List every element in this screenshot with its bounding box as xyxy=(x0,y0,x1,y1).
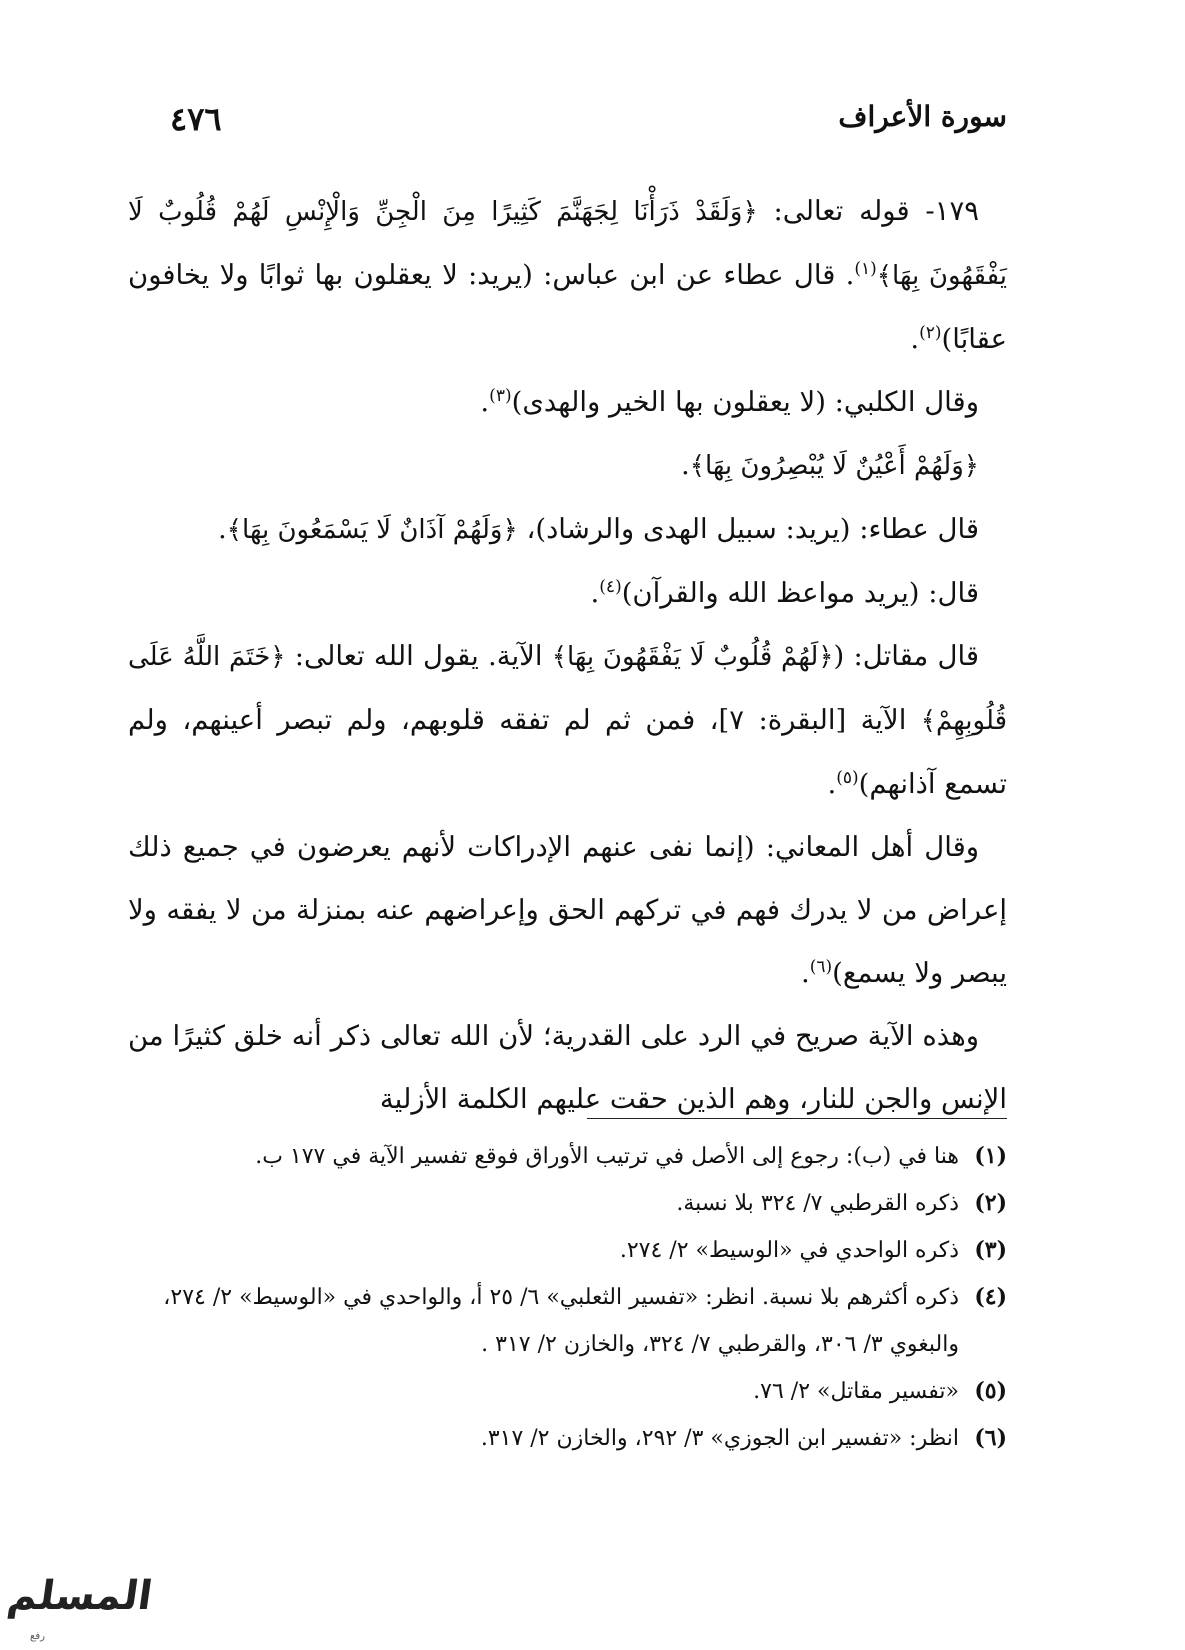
footnote-divider xyxy=(587,1118,1007,1119)
paragraph-qadariya xyxy=(128,1005,1007,1131)
footnote-text: ذكره الواحدي في «الوسيط» ٢/ ٢٧٤. xyxy=(619,1238,959,1263)
footnote-number: (١) xyxy=(974,1143,1007,1169)
paragraph-text: قال مقاتل: ( xyxy=(833,640,980,672)
paragraph-end: . xyxy=(218,513,227,545)
quran-quote: ﴿لَهُمْ قُلُوبٌ لَا يَفْقَهُونَ بِهَا﴾ xyxy=(551,642,834,672)
publisher-logo xyxy=(4,1572,156,1642)
paragraph-muqatil xyxy=(128,625,1007,816)
footnote-text: انظر: «تفسير ابن الجوزي» ٣/ ٢٩٢، والخازن ٢/ ٣١٧. xyxy=(480,1426,959,1451)
footnote-text: «تفسير مقاتل» ٢/ ٧٦. xyxy=(753,1379,959,1404)
paragraph-text: . قال عطاء عن ابن عباس: (يريد: لا يعقلون بها ثوابًا ولا يخافون عقابًا) xyxy=(128,259,1007,355)
footnote-text: هنا في (ب): رجوع إلى الأصل في ترتيب الأوراق فوقع تفسير الآية في ١٧٧ ب. xyxy=(255,1144,959,1169)
body-text xyxy=(128,180,1007,1131)
footnote-1 xyxy=(128,1133,1007,1180)
footnote-text: ذكره أكثرهم بلا نسبة. انظر: «تفسير الثعلبي» ٦/ ٢٥ أ، والواحدي في «الوسيط» ٢/ ٢٧٤، والبغوي ٣/ ٣٠٦، والقرطبي ٧/ ٣٢٤، والخازن ٢/ ٣١٧ . xyxy=(163,1285,959,1357)
paragraph-text: الآية [البقرة: ٧]، فمن ثم لم تفقه قلوبهم، ولم تبصر أعينهم، ولم تسمع آذانهم) xyxy=(128,704,1007,800)
paragraph-text: وهذه الآية صريح في الرد على القدرية؛ لأن الله تعالى ذكر أنه خلق كثيرًا من الإنس والجن للنار، وهم الذين حقت عليهم الكلمة الأزلية xyxy=(128,1020,1007,1115)
logo-subtext: رفع xyxy=(30,1631,45,1642)
surah-title: سورة الأعراف xyxy=(838,100,1007,133)
footnote-3 xyxy=(128,1227,1007,1274)
page-number: ٤٧٦ xyxy=(170,100,222,138)
quran-quote: ﴿وَلَقَدْ ذَرَأْنَا لِجَهَنَّمَ كَثِيرًا مِنَ الْجِنِّ وَالْإِنْسِ لَهُمْ قُلُوبٌ لَا يَفْقَهُونَ بِهَا﴾ xyxy=(128,197,1007,291)
footnote-ref-3[interactable]: (٣) xyxy=(489,385,512,406)
paragraph-end: . xyxy=(590,577,600,609)
paragraph-text: الآية. يقول الله تعالى: xyxy=(285,640,552,672)
logo-wordmark: المسلم xyxy=(4,1573,156,1619)
paragraph-text: وقال أهل المعاني: (إنما نفى عنهم الإدراكات لأنهم يعرضون في جميع ذلك إعراض من لا يدرك فهم في تركهم الحق وإعراضهم عنه بمنزلة من لا يفقه ولا يبصر ولا يسمع) xyxy=(128,831,1007,989)
paragraph-ata xyxy=(128,498,1007,562)
footnote-number: (٢) xyxy=(974,1190,1007,1216)
footnote-ref-5[interactable]: (٥) xyxy=(836,767,859,788)
paragraph-text: قال: (يريد مواعظ الله والقرآن) xyxy=(621,577,979,609)
footnote-ref-2[interactable]: (٢) xyxy=(919,322,942,343)
paragraph-end: . xyxy=(680,449,690,481)
paragraph-text: وقال الكلبي: (لا يعقلون بها الخير والهدى) xyxy=(511,386,979,418)
paragraph-eyes xyxy=(128,434,1007,498)
footnote-ref-6[interactable]: (٦) xyxy=(809,956,833,977)
paragraph-end: . xyxy=(480,386,490,418)
footnote-ref-4[interactable]: (٤) xyxy=(599,576,622,597)
footnote-number: (٣) xyxy=(974,1237,1007,1263)
paragraph-text: قوله تعالى: xyxy=(757,195,910,227)
footnote-number: (٥) xyxy=(974,1378,1007,1404)
paragraph-kalbi xyxy=(128,371,1007,434)
paragraph-end: . xyxy=(827,768,837,800)
footnotes xyxy=(128,1133,1007,1462)
footnote-number: (٦) xyxy=(974,1425,1007,1451)
footnote-text: ذكره القرطبي ٧/ ٣٢٤ بلا نسبة. xyxy=(676,1191,959,1216)
paragraph-text: قال عطاء: (يريد: سبيل الهدى والرشاد)، xyxy=(517,513,979,545)
verse-number: ١٧٩- xyxy=(909,195,979,227)
paragraph-maani xyxy=(128,816,1007,1005)
paragraph-verse-179 xyxy=(128,180,1007,371)
footnote-6 xyxy=(128,1415,1007,1462)
paragraph-end: . xyxy=(800,957,810,989)
footnote-number: (٤) xyxy=(974,1284,1007,1310)
footnote-ref-1[interactable]: (١) xyxy=(854,258,877,279)
footnote-2 xyxy=(128,1180,1007,1227)
quran-quote: ﴿وَلَهُمْ آذَانٌ لَا يَسْمَعُونَ بِهَا﴾ xyxy=(226,515,518,545)
paragraph-mawaiz xyxy=(128,562,1007,625)
paragraph-end: . xyxy=(910,323,920,355)
footnote-5 xyxy=(128,1368,1007,1415)
page-header xyxy=(170,94,1007,144)
footnote-4 xyxy=(128,1274,1007,1368)
quran-quote: ﴿وَلَهُمْ أَعْيُنٌ لَا يُبْصِرُونَ بِهَا﴾ xyxy=(689,451,979,481)
quran-quote: ﴿خَتَمَ اللَّهُ عَلَى قُلُوبِهِمْ﴾ xyxy=(128,642,1007,736)
